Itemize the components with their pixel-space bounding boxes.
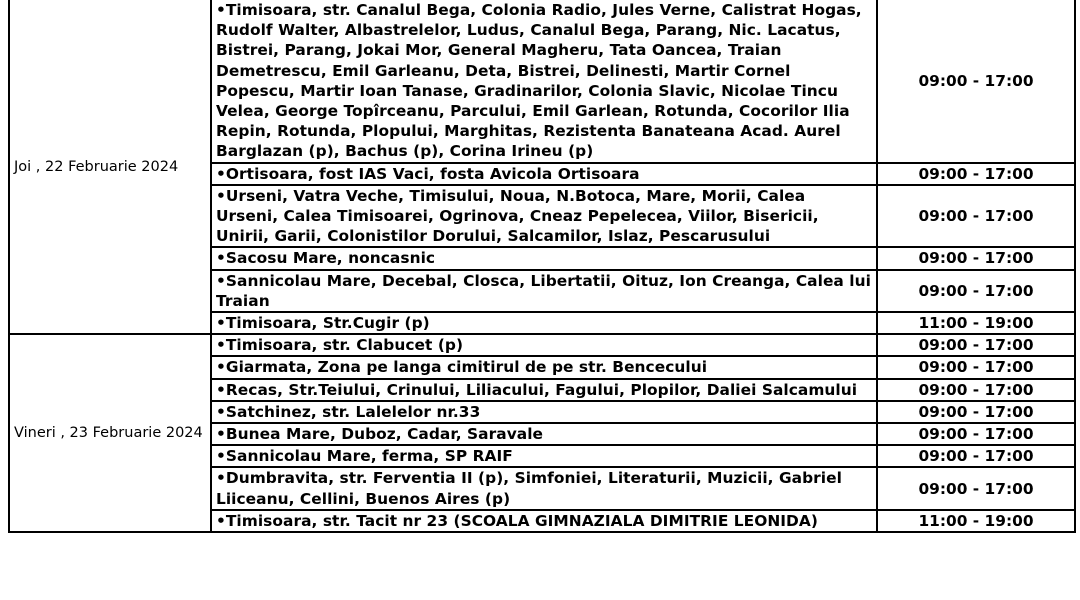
time-interval-cell: 09:00 - 17:00 — [877, 270, 1075, 312]
time-interval-cell: 09:00 - 17:00 — [877, 334, 1075, 356]
location-cell: •Timisoara, Str.Cugir (p) — [211, 312, 877, 334]
location-cell: •Timisoara, str. Canalul Bega, Colonia Radio, Jules Verne, Calistrat Hogas, Rudolf Walter, Albastrelelor, Ludus, Canalul Bega, Parang, Nic. Lacatus, Bistrei, Parang, Jokai Mor, General Magheru, Tata Oancea, Traian Demetrescu, Emil Garleanu, Deta, Bistrei, Delinesti, Martir Cornel Popescu, Martir Ioan Tanase, Gradinarilor, Colonia Slavic, Nicolae Tincu Velea, George Topîrceanu, Parcului, Emil Garlean, Rotunda, Cocorilor Ilia Repin, Rotunda, Plopului, Marghitas, Rezistenta Banateana Acad. Aurel Barglazan (p), Bachus (p), Corina Irineu (p) — [211, 0, 877, 163]
time-interval-cell: 09:00 - 17:00 — [877, 379, 1075, 401]
location-cell: •Satchinez, str. Lalelelor nr.33 — [211, 401, 877, 423]
time-interval-cell: 11:00 - 19:00 — [877, 510, 1075, 532]
location-cell: •Timisoara, str. Tacit nr 23 (SCOALA GIMNAZIALA DIMITRIE LEONIDA) — [211, 510, 877, 532]
time-interval-cell: 09:00 - 17:00 — [877, 185, 1075, 248]
time-interval-cell: 09:00 - 17:00 — [877, 247, 1075, 269]
location-cell: •Recas, Str.Teiului, Crinului, Liliacului, Fagului, Plopilor, Daliei Salcamului — [211, 379, 877, 401]
table-row — [9, 334, 1075, 356]
time-interval-cell: 09:00 - 17:00 — [877, 423, 1075, 445]
location-cell: •Dumbravita, str. Ferventia II (p), Simfoniei, Literaturii, Muzicii, Gabriel Liiceanu, Cellini, Buenos Aires (p) — [211, 467, 877, 509]
location-cell: •Bunea Mare, Duboz, Cadar, Saravale — [211, 423, 877, 445]
outage-schedule-table — [8, 0, 1076, 533]
time-interval-cell: 09:00 - 17:00 — [877, 401, 1075, 423]
schedule-body — [9, 0, 1075, 532]
time-interval-cell: 11:00 - 19:00 — [877, 312, 1075, 334]
location-cell: •Giarmata, Zona pe langa cimitirul de pe str. Bencecului — [211, 356, 877, 378]
time-interval-cell: 09:00 - 17:00 — [877, 356, 1075, 378]
location-cell: •Urseni, Vatra Veche, Timisului, Noua, N.Botoca, Mare, Morii, Calea Urseni, Calea Timisoarei, Ogrinova, Cneaz Pepelecea, Viilor, Bisericii, Unirii, Garii, Colonistilor Dorului, Salcamilor, Islaz, Pescarusului — [211, 185, 877, 248]
date-cell: Joi , 22 Februarie 2024 — [9, 0, 211, 334]
time-interval-cell: 09:00 - 17:00 — [877, 163, 1075, 185]
location-cell: •Sannicolau Mare, Decebal, Closca, Libertatii, Oituz, Ion Creanga, Calea lui Traian — [211, 270, 877, 312]
time-interval-cell: 09:00 - 17:00 — [877, 467, 1075, 509]
location-cell: •Timisoara, str. Clabucet (p) — [211, 334, 877, 356]
location-cell: •Sannicolau Mare, ferma, SP RAIF — [211, 445, 877, 467]
time-interval-cell: 09:00 - 17:00 — [877, 0, 1075, 163]
table-row — [9, 0, 1075, 163]
location-cell: •Ortisoara, fost IAS Vaci, fosta Avicola Ortisoara — [211, 163, 877, 185]
date-cell: Vineri , 23 Februarie 2024 — [9, 334, 211, 532]
time-interval-cell: 09:00 - 17:00 — [877, 445, 1075, 467]
location-cell: •Sacosu Mare, noncasnic — [211, 247, 877, 269]
